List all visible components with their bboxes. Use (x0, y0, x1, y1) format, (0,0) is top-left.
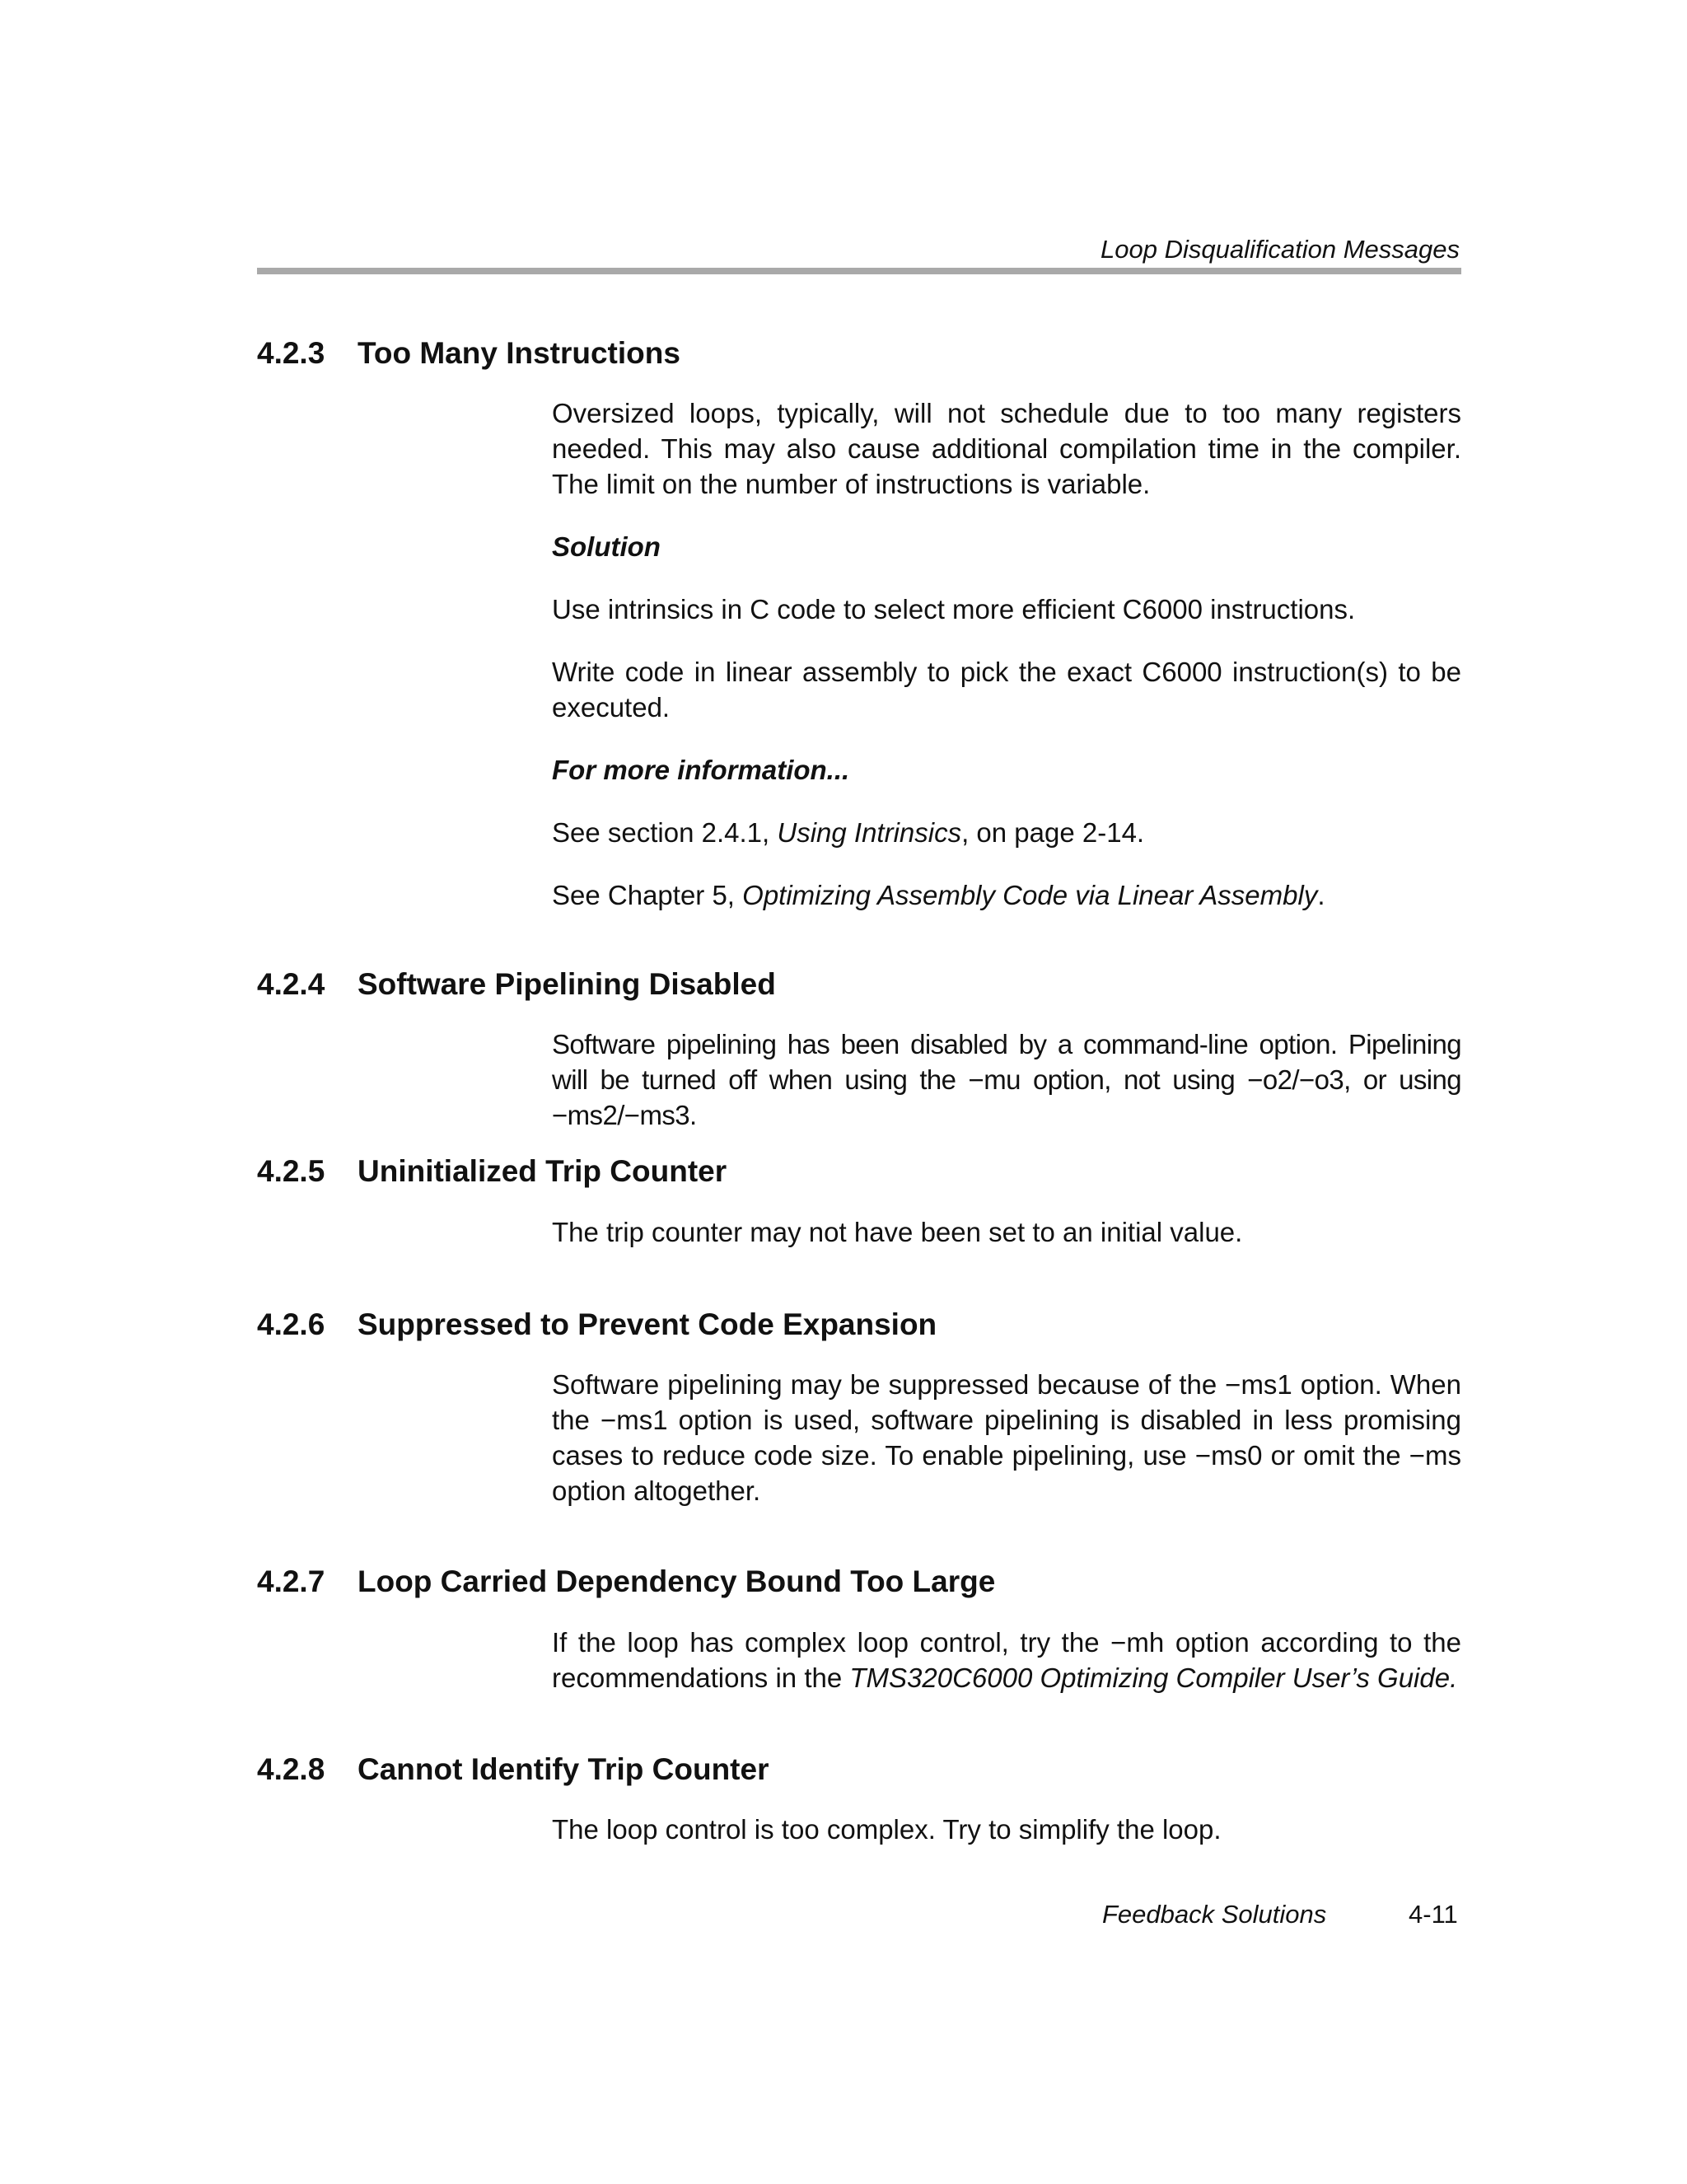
section-title: Uninitialized Trip Counter (357, 1154, 727, 1188)
section-number: 4.2.6 (257, 1307, 325, 1341)
running-footer-title: Feedback Solutions (1102, 1900, 1327, 1929)
section-heading-4-2-5 (257, 1152, 727, 1191)
section-title: Too Many Instructions (357, 336, 680, 370)
header-rule (257, 268, 1461, 274)
section-4-2-6-body (552, 1367, 1461, 1508)
reference-suffix: , on page 2-14. (961, 817, 1145, 848)
section-title: Cannot Identify Trip Counter (357, 1752, 769, 1786)
paragraph-code-expansion: Software pipelining may be suppressed because of the −ms1 option. When the −ms1 option is used, software pipelining is disabled in less promising cases to reduce code size. To enable pipelining, use −ms0 or omit the −ms option altogether. (552, 1369, 1461, 1506)
page-number: 4-11 (1409, 1900, 1458, 1929)
reference-suffix: . (1317, 880, 1325, 910)
guide-title: TMS320C6000 Optimizing Compiler User’s Guide. (849, 1663, 1458, 1693)
section-number: 4.2.3 (257, 336, 325, 370)
section-4-2-5-body (552, 1214, 1461, 1250)
section-4-2-8-body (552, 1812, 1461, 1847)
paragraph-solution-intrinsics: Use intrinsics in C code to select more efficient C6000 instructions. (552, 594, 1356, 624)
section-4-2-4-body (552, 1027, 1461, 1133)
section-number: 4.2.7 (257, 1564, 325, 1598)
section-title: Loop Carried Dependency Bound Too Large (357, 1564, 996, 1598)
section-title: Suppressed to Prevent Code Expansion (357, 1307, 937, 1341)
paragraph-text: If the loop has complex loop control, try the −mh option according to the recommendations in the (552, 1627, 1461, 1693)
section-number: 4.2.4 (257, 967, 325, 1001)
section-heading-4-2-8 (257, 1750, 769, 1789)
section-number: 4.2.5 (257, 1154, 325, 1188)
paragraph-pipelining-disabled: Software pipelining has been disabled by a command-line option. Pipelining will be turned off when using the −mu option, not using −o2/−o3, or using −ms2/−ms3. (552, 1029, 1461, 1130)
section-heading-4-2-7 (257, 1562, 995, 1602)
paragraph-dependency-bound (552, 1625, 1461, 1695)
section-4-2-7-body (552, 1625, 1461, 1695)
reference-prefix: See section 2.4.1, (552, 817, 778, 848)
section-title: Software Pipelining Disabled (357, 967, 776, 1001)
reference-title: Optimizing Assembly Code via Linear Assembly (742, 880, 1318, 910)
reference-intrinsics (552, 815, 1461, 850)
paragraph-solution-linear-assembly: Write code in linear assembly to pick the exact C6000 instruction(s) to be executed. (552, 657, 1461, 723)
paragraph-identify-trip-counter: The loop control is too complex. Try to simplify the loop. (552, 1814, 1222, 1845)
reference-prefix: See Chapter 5, (552, 880, 743, 910)
solution-label: Solution (552, 531, 661, 562)
more-info-label: For more information... (552, 755, 850, 785)
running-header: Loop Disqualification Messages (1101, 235, 1460, 264)
paragraph-overview: Oversized loops, typically, will not schedule due to too many registers needed. This may also cause additional compilation time in the compiler. The limit on the number of instructions is variable. (552, 398, 1461, 499)
reference-chapter-5 (552, 877, 1461, 913)
paragraph-trip-counter: The trip counter may not have been set to an initial value. (552, 1217, 1243, 1247)
reference-title: Using Intrinsics (777, 817, 962, 848)
section-heading-4-2-3 (257, 334, 680, 373)
section-4-2-3-body (552, 395, 1461, 913)
section-number: 4.2.8 (257, 1752, 325, 1786)
section-heading-4-2-6 (257, 1305, 937, 1345)
section-heading-4-2-4 (257, 965, 776, 1004)
